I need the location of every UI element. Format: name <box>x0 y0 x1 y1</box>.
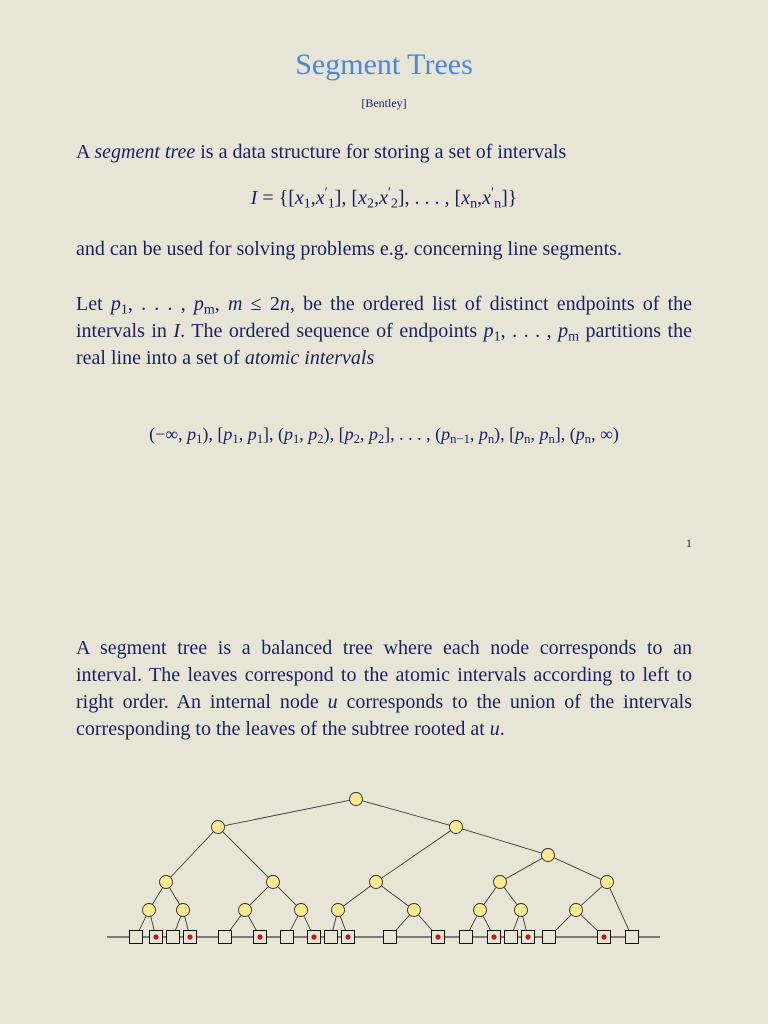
formula-interval-set: $I = \{[x_1,x'_1]$, $[x_2,x'_2]$, . . . , $[x_n,x'_n]$} <box>250 185 518 212</box>
leaf-open-interval <box>505 931 518 944</box>
formula-atomic-intervals: (−∞, $p_1$), [$p_1$, $p_1$], ($p_1$, $p_2$), [$p_2$, $p_2$], . . . , ($p_{n-1}$, $p_n$), [$p_n$, $p_n$], ($p_n$, ∞) <box>149 424 619 447</box>
paragraph-definition: A segment tree is a data structure for storing a set of intervals <box>76 141 567 163</box>
leaf-open-interval <box>626 931 639 944</box>
tree-node <box>267 876 280 889</box>
leaf-open-interval <box>281 931 294 944</box>
tree-edge <box>356 799 456 827</box>
tree-node <box>474 904 487 917</box>
endpoint-dot <box>435 934 440 939</box>
endpoint-dot <box>187 934 192 939</box>
tree-node <box>515 904 528 917</box>
endpoint-dot <box>601 934 606 939</box>
tree-edge <box>607 882 632 937</box>
tree-node <box>295 904 308 917</box>
tree-node <box>450 821 463 834</box>
tree-node <box>332 904 345 917</box>
tree-node <box>212 821 225 834</box>
leaf-open-interval <box>543 931 556 944</box>
endpoint-dot <box>311 934 316 939</box>
endpoint-dot <box>257 934 262 939</box>
paragraph-usage: and can be used for solving problems e.g. concerning line segments. <box>76 238 622 260</box>
tree-node <box>542 849 555 862</box>
tree-edge <box>500 855 548 882</box>
tree-edge <box>338 882 376 910</box>
tree-node <box>239 904 252 917</box>
endpoint-dot <box>525 934 530 939</box>
tree-node <box>601 876 614 889</box>
tree-edge <box>166 827 218 882</box>
tree-edge <box>218 799 356 827</box>
paragraph-endpoints: Let $p_1$, . . . , $p_m$, m ≤ 2n, be the ordered list of distinct endpoints of the intervals in I. The ordered sequence of endpoints $p_1$, . . . , $p_m$ partitions the real line into a set of atomic intervals <box>76 293 693 369</box>
leaf-open-interval <box>130 931 143 944</box>
citation: [Bentley] <box>361 96 407 110</box>
leaf-open-interval <box>325 931 338 944</box>
tree-edge <box>376 882 414 910</box>
tree-node <box>570 904 583 917</box>
endpoint-dot <box>491 934 496 939</box>
page-number: 1 <box>686 536 692 550</box>
tree-node <box>143 904 156 917</box>
tree-node <box>160 876 173 889</box>
tree-node <box>408 904 421 917</box>
tree-node <box>494 876 507 889</box>
leaf-open-interval <box>167 931 180 944</box>
slide-title: Segment Trees <box>295 48 473 81</box>
tree-edge <box>376 827 456 882</box>
term-atomic-intervals: atomic intervals <box>244 347 375 369</box>
paragraph-balanced-tree: A segment tree is a balanced tree where each node corresponds to an interval. The leaves correspond to the atomic intervals according to left to right order. An internal node u corresponds to the union of the intervals corresponding to the leaves of the subtree rooted at u. <box>76 637 692 740</box>
leaf-open-interval <box>384 931 397 944</box>
leaf-open-interval <box>219 931 232 944</box>
tree-edge <box>548 855 607 882</box>
leaf-open-interval <box>460 931 473 944</box>
term-segment-tree: segment tree <box>94 141 196 163</box>
tree-node-root <box>350 793 363 806</box>
tree-node <box>370 876 383 889</box>
tree-edge <box>456 827 548 855</box>
endpoint-dot <box>153 934 158 939</box>
tree-edge <box>218 827 273 882</box>
endpoint-dot <box>345 934 350 939</box>
tree-node <box>177 904 190 917</box>
